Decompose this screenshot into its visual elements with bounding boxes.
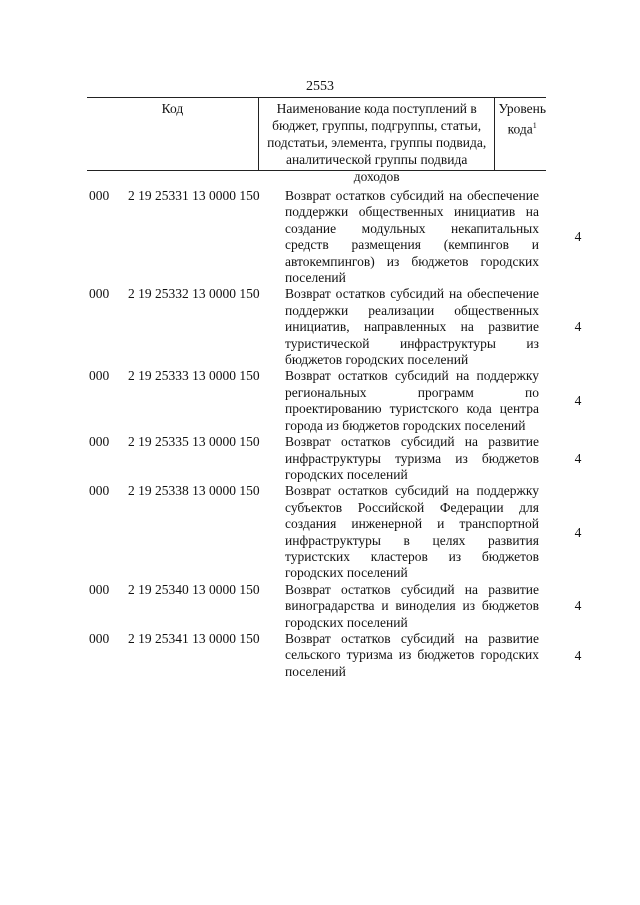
row-description: Возврат остатков субсидий на развитие виноградарства и виноделия из бюджетов городских поселений xyxy=(285,581,539,630)
table-row xyxy=(0,368,640,434)
row-revenue-code: 2 19 25333 13 0000 150 xyxy=(128,368,260,384)
row-admin-code: 000 xyxy=(89,286,110,302)
header-level-footnote-mark: 1 xyxy=(532,121,537,130)
row-description: Возврат остатков субсидий на обеспечение поддержки реализации общественных инициатив, направленных на развитие туристической инфраструктуры из бюджетов городских поселений xyxy=(285,286,539,368)
table-body xyxy=(0,188,640,680)
header-name: Наименование кода поступлений в бюджет, группы, подгруппы, статьи, подстатьи, элемента, группы подвида, аналитической группы подвида доходов xyxy=(258,98,496,170)
table-row xyxy=(0,483,640,581)
row-revenue-code: 2 19 25331 13 0000 150 xyxy=(128,188,260,203)
row-revenue-code: 2 19 25340 13 0000 150 xyxy=(128,581,260,597)
row-description: Возврат остатков субсидий на развитие инфраструктуры туризма из бюджетов городских поселений xyxy=(285,434,539,482)
row-revenue-code: 2 19 25332 13 0000 150 xyxy=(128,286,260,302)
row-revenue-code: 2 19 25338 13 0000 150 xyxy=(128,483,260,499)
row-description: Возврат остатков субсидий на обеспечение поддержки общественных инициатив на создание модульных некапитальных средств размещения (кемпингов и автокемпингов) из бюджетов городских поселений xyxy=(285,188,539,286)
table-header xyxy=(87,97,546,184)
row-description: Возврат остатков субсидий на развитие сельского туризма из бюджетов городских поселений xyxy=(285,630,539,679)
table-row xyxy=(0,582,640,631)
row-admin-code: 000 xyxy=(89,581,110,597)
row-description: Возврат остатков субсидий на поддержку субъектов Российской Федерации для создания инженерной и транспортной инфраструктуры в целях развития туристских кластеров из бюджетов городских поселений xyxy=(285,483,539,581)
row-level: 4 xyxy=(574,229,582,245)
header-level-label: Уровень кода xyxy=(498,101,546,137)
row-revenue-code: 2 19 25335 13 0000 150 xyxy=(128,434,260,450)
row-admin-code: 000 xyxy=(89,483,110,499)
row-level: 4 xyxy=(574,524,582,540)
row-revenue-code: 2 19 25341 13 0000 150 xyxy=(128,630,260,646)
row-description: Возврат остатков субсидий на поддержку региональных программ по проектированию туристского кода центра города из бюджетов городских поселений xyxy=(285,368,539,433)
row-admin-code: 000 xyxy=(89,434,110,450)
row-admin-code: 000 xyxy=(89,188,110,203)
row-level: 4 xyxy=(574,647,582,663)
table-row xyxy=(0,286,640,368)
row-admin-code: 000 xyxy=(89,368,110,384)
row-level: 4 xyxy=(574,319,582,335)
page-number: 2553 xyxy=(306,79,334,94)
table-row xyxy=(0,434,640,483)
row-level: 4 xyxy=(574,598,582,614)
table-row xyxy=(0,188,640,286)
row-admin-code: 000 xyxy=(89,630,110,646)
row-level: 4 xyxy=(574,450,582,466)
header-level xyxy=(495,98,546,170)
header-code: Код xyxy=(161,101,184,116)
table-row xyxy=(0,631,640,680)
row-level: 4 xyxy=(574,393,582,409)
